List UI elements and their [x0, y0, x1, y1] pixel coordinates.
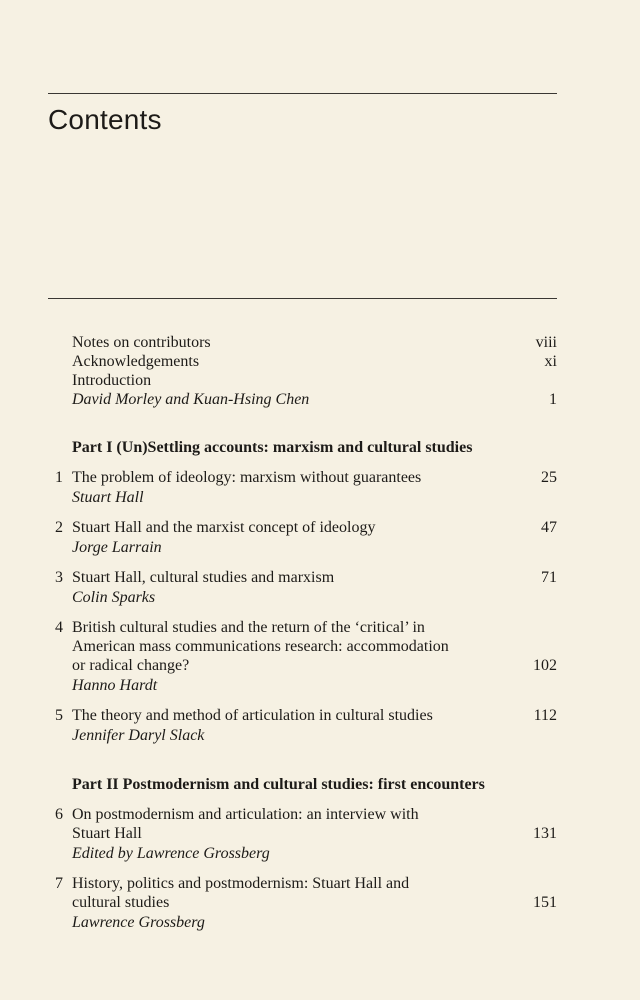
toc-entry-author: David Morley and Kuan-Hsing Chen [72, 391, 310, 408]
chapter-number: 3 [55, 569, 63, 586]
chapter-title-continued[interactable]: American mass communications research: accommodation [72, 638, 449, 655]
toc-page-number: 112 [533, 707, 557, 724]
chapter-title-continued[interactable]: Stuart Hall [72, 825, 142, 842]
toc-page-number: 131 [533, 825, 557, 842]
chapter-author: Edited by Lawrence Grossberg [72, 845, 270, 862]
chapter-author: Hanno Hardt [72, 677, 158, 694]
toc-page-number: 102 [533, 657, 557, 674]
chapter-number: 4 [55, 619, 63, 636]
toc-page-number: 25 [541, 469, 557, 486]
chapter-title[interactable]: The theory and method of articulation in cultural studies [72, 707, 433, 724]
toc-entry-title[interactable]: Acknowledgements [72, 353, 200, 370]
chapter-number: 6 [55, 806, 63, 823]
part-heading[interactable]: Part I (Un)Settling accounts: marxism and cultural studies [72, 439, 473, 456]
chapter-number: 1 [55, 469, 63, 486]
chapter-author: Colin Sparks [72, 589, 156, 606]
toc-page-number: viii [535, 334, 557, 351]
toc-page-number: 47 [541, 519, 557, 536]
chapter-title[interactable]: British cultural studies and the return of the ‘critical’ in [72, 619, 425, 636]
toc-page-number: 1 [549, 391, 557, 408]
chapter-number: 7 [55, 875, 63, 892]
toc-page-number: 71 [541, 569, 557, 586]
part-heading[interactable]: Part II Postmodernism and cultural studies: first encounters [72, 776, 485, 793]
chapter-author: Jorge Larrain [72, 539, 162, 556]
chapter-title[interactable]: The problem of ideology: marxism without guarantees [72, 469, 422, 486]
chapter-title[interactable]: History, politics and postmodernism: Stuart Hall and [72, 875, 410, 892]
chapter-number: 5 [55, 707, 63, 724]
chapter-author: Stuart Hall [72, 489, 144, 506]
chapter-title-continued[interactable]: cultural studies [72, 894, 170, 911]
chapter-author: Jennifer Daryl Slack [72, 727, 205, 744]
chapter-title[interactable]: Stuart Hall and the marxist concept of ideology [72, 519, 376, 536]
toc-entry-title[interactable]: Notes on contributors [72, 334, 211, 351]
divider-rule [48, 298, 557, 299]
toc-entry-title[interactable]: Introduction [72, 372, 152, 389]
chapter-number: 2 [55, 519, 63, 536]
chapter-title-continued[interactable]: or radical change? [72, 657, 190, 674]
chapter-author: Lawrence Grossberg [72, 914, 205, 931]
toc-page-number: xi [544, 353, 557, 370]
chapter-title[interactable]: On postmodernism and articulation: an interview with [72, 806, 419, 823]
page-title: Contents [48, 104, 162, 135]
toc-page-number: 151 [533, 894, 557, 911]
chapter-title[interactable]: Stuart Hall, cultural studies and marxism [72, 569, 335, 586]
top-rule [48, 93, 557, 94]
